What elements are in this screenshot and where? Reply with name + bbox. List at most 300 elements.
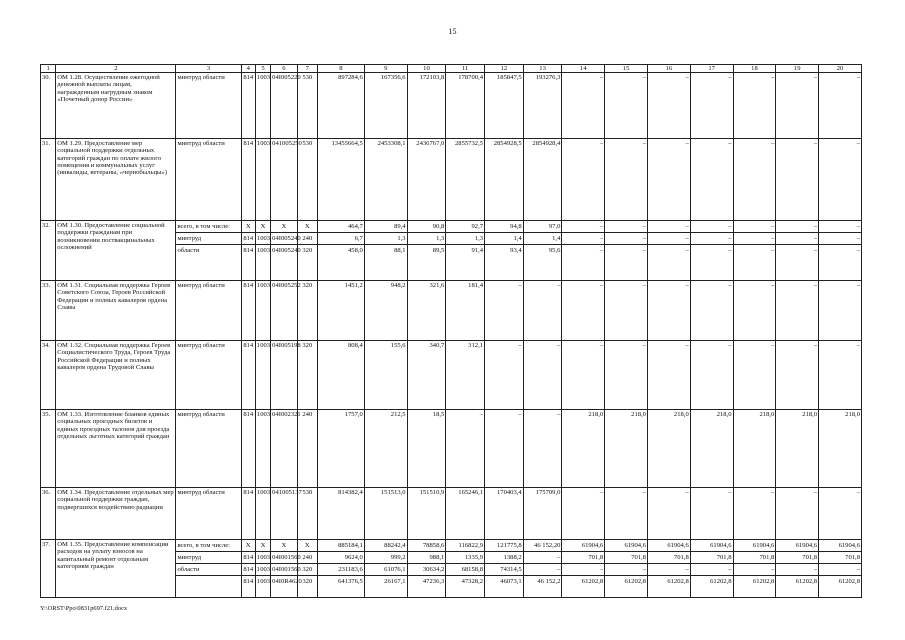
amount-line: 78858,6 — [422, 542, 445, 550]
amount-line: 94,8 — [510, 223, 522, 231]
amount-line: – — [734, 232, 776, 244]
amount-line: 701,8 — [691, 551, 733, 563]
amount-line: – — [776, 232, 818, 244]
amount-cell — [690, 221, 733, 281]
code-rzpr-line: 1003 — [256, 232, 270, 244]
amount-cell: – — [690, 73, 733, 139]
header-cell: 9 — [364, 65, 407, 73]
amount-cell: – — [819, 488, 862, 540]
amount-cell — [733, 540, 776, 598]
amount-line: – — [819, 244, 861, 256]
code-csr: 041005137 — [271, 488, 297, 540]
amount-cell — [690, 540, 733, 598]
amount-cell — [819, 540, 862, 598]
code-vr: 240 — [297, 410, 317, 488]
amount-line: 701,8 — [562, 551, 604, 563]
code-grbs: 814 — [241, 410, 255, 488]
code-rzpr-line: Х — [260, 223, 266, 231]
amount-line: – — [648, 232, 690, 244]
amount-cell — [317, 540, 364, 598]
code-rzpr: 1003 — [255, 488, 270, 540]
amount-line: – — [642, 223, 646, 231]
amount-cell: – — [562, 341, 605, 410]
code-csr: 04І002321 — [271, 410, 297, 488]
amount-line: 701,8 — [776, 551, 818, 563]
amount-cell: – — [647, 341, 690, 410]
amount-cell: – — [733, 139, 776, 221]
amount-line: 61202,8 — [562, 575, 604, 587]
amount-cell: – — [690, 341, 733, 410]
header-cell: 7 — [297, 65, 317, 73]
code-vr-line: 240 — [298, 551, 317, 563]
amount-cell: – — [776, 341, 819, 410]
measure-name: ОМ 1.31. Социальная поддержка Героев Советского Союза, Героев Российской Федерации и полных кавалеров ордена Славы — [56, 281, 176, 341]
amount-cell: 948,2 — [364, 281, 407, 341]
amount-line: 61904,6 — [581, 542, 604, 550]
amount-line: – — [771, 223, 775, 231]
amount-line: – — [605, 232, 647, 244]
amount-cell: 1757,0 — [317, 410, 364, 488]
amount-line: – — [819, 563, 861, 575]
row-number: 36. — [41, 488, 56, 540]
amount-line: 61202,8 — [605, 575, 647, 587]
amount-line: 47328,2 — [446, 575, 484, 587]
header-cell: 11 — [446, 65, 485, 73]
executor-line — [176, 575, 240, 587]
amount-line: – — [856, 223, 860, 231]
amount-cell: – — [605, 73, 648, 139]
table-row — [41, 139, 862, 221]
code-rzpr — [255, 221, 270, 281]
amount-line: – — [605, 244, 647, 256]
amount-cell: – — [733, 488, 776, 540]
code-rzpr: 1003 — [255, 281, 270, 341]
code-grbs: 814 — [241, 281, 255, 341]
amount-line: 1,3 — [365, 232, 407, 244]
amount-line: 61076,1 — [365, 563, 407, 575]
code-grbs-line: 814 — [242, 244, 255, 256]
amount-cell: 2436767,0 — [407, 139, 446, 221]
measure-name: ОМ 1.29. Предоставление мер социальной поддержки отдельных категорий граждан по оплате жилого помещения и коммунальных услуг (инвалиды, ветераны, «чернобыльцы») — [56, 139, 176, 221]
executor-line: области — [176, 244, 240, 256]
amount-cell — [446, 221, 485, 281]
amount-line: 97,0 — [548, 223, 561, 231]
amount-cell: 212,5 — [364, 410, 407, 488]
amount-cell: 1451,2 — [317, 281, 364, 341]
amount-cell — [776, 221, 819, 281]
measure-name: ОМ 1.28. Осуществление ежегодной денежной выплаты лицам, награжденным нагрудным знаком «Почетный донор России» — [56, 73, 176, 139]
table-row — [41, 488, 862, 540]
code-csr-line: 04І005240 — [271, 244, 296, 256]
code-csr-line: 04І001560 — [271, 563, 296, 575]
amount-cell: – — [647, 488, 690, 540]
code-rzpr: 1003 — [255, 341, 270, 410]
amount-cell: 218,0 — [776, 410, 819, 488]
code-rzpr: 1003 — [255, 410, 270, 488]
amount-cell: – — [819, 139, 862, 221]
amount-line: – — [648, 563, 690, 575]
code-vr: 320 — [297, 341, 317, 410]
amount-cell: – — [647, 139, 690, 221]
code-grbs: 814 — [241, 341, 255, 410]
header-cell: 1 — [41, 65, 56, 73]
program-table — [40, 64, 862, 598]
amount-cell: – — [485, 281, 524, 341]
amount-cell: – — [776, 73, 819, 139]
amount-cell: 2854928,4 — [523, 139, 562, 221]
measure-name: ОМ 1.32. Социальная поддержка Героев Социалистического Труда, Героев Труда Российской Федерации и полных кавалеров ордена Трудовой Славы — [56, 341, 176, 410]
executor-line: всего, в том числе: — [177, 542, 230, 550]
table-row — [41, 540, 862, 598]
amount-line: 89,4 — [394, 223, 406, 231]
amount-line: 46 152,2 — [524, 575, 562, 587]
amount-cell: – — [605, 341, 648, 410]
code-rzpr-line: Х — [260, 542, 266, 550]
header-cell: 2 — [56, 65, 176, 73]
amount-cell: – — [776, 139, 819, 221]
amount-line: 9624,0 — [318, 551, 364, 563]
amount-line: 61202,8 — [691, 575, 733, 587]
header-cell: 12 — [485, 65, 524, 73]
code-vr: 530 — [297, 139, 317, 221]
amount-line: 88,1 — [365, 244, 407, 256]
code-grbs: 814 — [241, 73, 255, 139]
amount-cell: 897284,6 — [317, 73, 364, 139]
amount-line: 47236,3 — [408, 575, 446, 587]
amount-line: – — [605, 563, 647, 575]
amount-line: 458,0 — [318, 244, 364, 256]
amount-cell: 172103,8 — [407, 73, 446, 139]
code-rzpr-line: 1003 — [256, 551, 270, 563]
amount-cell — [485, 540, 524, 598]
amount-cell: – — [523, 410, 562, 488]
amount-line: – — [562, 563, 604, 575]
code-grbs-line: Х — [245, 542, 251, 550]
amount-cell: – — [690, 488, 733, 540]
amount-cell — [819, 221, 862, 281]
code-csr: 041005250 — [271, 139, 297, 221]
amount-cell — [407, 540, 446, 598]
amount-cell — [364, 540, 407, 598]
amount-cell — [407, 221, 446, 281]
header-cell: 17 — [690, 65, 733, 73]
amount-cell: 170403,4 — [485, 488, 524, 540]
amount-cell: – — [733, 73, 776, 139]
code-vr-line: Х — [304, 223, 310, 231]
table-row — [41, 221, 862, 281]
amount-cell: 312,1 — [446, 341, 485, 410]
amount-cell — [647, 540, 690, 598]
header-cell: 3 — [176, 65, 241, 73]
amount-cell: 808,4 — [317, 341, 364, 410]
amount-cell: – — [523, 281, 562, 341]
amount-cell: 165246,1 — [446, 488, 485, 540]
amount-line: – — [691, 244, 733, 256]
header-cell: 14 — [562, 65, 605, 73]
page-number: 15 — [448, 27, 457, 36]
amount-line: 61904,6 — [752, 542, 775, 550]
amount-line: – — [524, 563, 562, 575]
code-grbs-line: 814 — [242, 232, 255, 244]
code-vr: 530 — [297, 73, 317, 139]
code-grbs — [241, 540, 255, 598]
amount-line: 74314,5 — [485, 563, 523, 575]
code-grbs-line: 814 — [242, 563, 255, 575]
table-row — [41, 410, 862, 488]
code-vr-line: 320 — [298, 244, 317, 256]
measure-name: ОМ 1.30. Предоставление социальной поддержки гражданам при возникновении поствакцинальных осложнений — [56, 221, 176, 281]
amount-line: – — [648, 244, 690, 256]
amount-cell: 2855732,5 — [446, 139, 485, 221]
amount-cell — [523, 540, 562, 598]
file-path-footer: Y:\ORST\Ppo\0831p697.f21.docx — [40, 605, 128, 612]
amount-line: – — [813, 223, 818, 231]
amount-line: – — [728, 223, 732, 231]
amount-cell: – — [819, 341, 862, 410]
code-vr-line: 240 — [298, 232, 317, 244]
code-csr-line: 04І001560 — [271, 551, 296, 563]
amount-line: 701,8 — [819, 551, 861, 563]
amount-cell — [446, 540, 485, 598]
amount-line: 1,3 — [408, 232, 446, 244]
amount-cell: – — [647, 281, 690, 341]
amount-cell: – — [776, 488, 819, 540]
amount-cell: 218,0 — [819, 410, 862, 488]
executor: минтруд области — [176, 73, 241, 139]
amount-line: 701,8 — [605, 551, 647, 563]
amount-line: 93,4 — [485, 244, 523, 256]
code-grbs: 814 — [241, 488, 255, 540]
amount-line: – — [599, 223, 604, 231]
amount-line: – — [734, 563, 776, 575]
header-cell: 19 — [776, 65, 819, 73]
amount-cell: 218,0 — [733, 410, 776, 488]
amount-cell: 181,4 — [446, 281, 485, 341]
amount-line: 999,2 — [365, 551, 407, 563]
amount-line: 88242,4 — [384, 542, 406, 550]
amount-cell — [605, 221, 648, 281]
executor: минтруд области — [176, 341, 241, 410]
amount-cell: – — [485, 341, 524, 410]
amount-line: 641376,5 — [318, 575, 364, 587]
amount-line: 231183,6 — [318, 563, 364, 575]
amount-line: 46 152,20 — [534, 542, 561, 550]
amount-line: 1,4 — [485, 232, 523, 244]
amount-line: 61904,6 — [624, 542, 646, 550]
code-rzpr: 1003 — [255, 139, 270, 221]
amount-cell: – — [562, 281, 605, 341]
amount-line: 68158,8 — [446, 563, 484, 575]
amount-line: 26167,1 — [365, 575, 407, 587]
amount-cell: 151513,0 — [364, 488, 407, 540]
amount-cell — [523, 221, 562, 281]
amount-cell: – — [690, 139, 733, 221]
amount-line: 1335,9 — [446, 551, 484, 563]
amount-line: 701,8 — [648, 551, 690, 563]
code-grbs-line: 814 — [242, 575, 255, 587]
amount-line: – — [562, 232, 604, 244]
amount-cell: 175709,0 — [523, 488, 562, 540]
amount-cell — [647, 221, 690, 281]
amount-cell: – — [733, 341, 776, 410]
amount-line: 61202,8 — [819, 575, 861, 587]
amount-cell: 193276,3 — [523, 73, 562, 139]
amount-line: 61202,8 — [648, 575, 690, 587]
amount-cell: 155,6 — [364, 341, 407, 410]
amount-cell: – — [819, 73, 862, 139]
amount-cell: 185847,5 — [485, 73, 524, 139]
amount-cell: 18,5 — [407, 410, 446, 488]
amount-line: 61904,6 — [838, 542, 860, 550]
amount-line: – — [691, 563, 733, 575]
amount-line: 116822,9 — [458, 542, 484, 550]
row-number: 35. — [41, 410, 56, 488]
amount-line: 61202,8 — [776, 575, 818, 587]
table-row — [41, 341, 862, 410]
code-vr: 530 — [297, 488, 317, 540]
code-csr: 04І005198 — [271, 341, 297, 410]
row-number: 37. — [41, 540, 56, 598]
code-csr — [271, 221, 301, 281]
code-rzpr-line: 1003 — [256, 575, 270, 587]
amount-cell — [605, 540, 648, 598]
executor-line: минтруд — [176, 232, 240, 244]
amount-line: – — [691, 232, 733, 244]
table-row — [41, 281, 862, 341]
amount-cell — [776, 540, 819, 598]
amount-line: 6,7 — [318, 232, 364, 244]
executor-line: минтруд — [176, 551, 240, 563]
executor-line: всего, в том числе: — [177, 223, 230, 231]
code-rzpr: 1003 — [255, 73, 270, 139]
executor — [176, 540, 241, 598]
code-csr-line: Х — [281, 542, 287, 550]
amount-line: 61904,6 — [710, 542, 732, 550]
executor — [176, 221, 241, 281]
executor: минтруд области — [176, 281, 241, 341]
amount-cell: – — [733, 281, 776, 341]
measure-name: ОМ 1.33. Изготовление бланков единых социальных проездных билетов и единых проездных талонов для проезда отдельных льготных категорий граждан — [56, 410, 176, 488]
amount-line: 61904,6 — [667, 542, 689, 550]
amount-line: – — [776, 244, 818, 256]
amount-cell: 218,0 — [690, 410, 733, 488]
amount-cell — [364, 221, 407, 281]
amount-cell: – — [690, 281, 733, 341]
code-vr-line: 320 — [298, 563, 317, 575]
amount-cell — [317, 221, 364, 281]
amount-cell: – — [562, 73, 605, 139]
amount-cell: 167356,6 — [364, 73, 407, 139]
row-number: 34. — [41, 341, 56, 410]
amount-cell: – — [647, 73, 690, 139]
measure-name: ОМ 1.34. Предоставление отдельных мер социальной поддержки граждан, подвергшихся воздействию радиации — [56, 488, 176, 540]
executor: минтруд области — [176, 410, 241, 488]
amount-cell: – — [605, 281, 648, 341]
code-vr-line: Х — [304, 542, 310, 550]
header-cell: 5 — [255, 65, 270, 73]
row-number: 30. — [41, 73, 56, 139]
amount-line: 61904,6 — [795, 542, 818, 550]
amount-cell: – — [562, 488, 605, 540]
amount-cell: 151510,9 — [407, 488, 446, 540]
code-grbs-line: 814 — [242, 551, 255, 563]
header-row — [41, 65, 862, 73]
measure-name: ОМ 1.35. Предоставление компенсации расходов на уплату взносов на капитальный ремонт отдельным категориям граждан — [56, 540, 176, 598]
header-cell: 15 — [605, 65, 648, 73]
amount-line: 988,1 — [408, 551, 446, 563]
amount-cell: – — [485, 410, 524, 488]
amount-line: 885184,1 — [338, 542, 363, 550]
header-cell: 18 — [733, 65, 776, 73]
amount-cell: 340,7 — [407, 341, 446, 410]
amount-cell: 13455664,5 — [317, 139, 364, 221]
header-cell: 20 — [819, 65, 862, 73]
amount-line: – — [524, 551, 562, 563]
header-cell: 8 — [317, 65, 364, 73]
code-csr: 04І005252 — [271, 281, 297, 341]
amount-cell — [485, 221, 524, 281]
amount-cell: 2854928,5 — [485, 139, 524, 221]
amount-line: 1,3 — [446, 232, 484, 244]
amount-cell: – — [605, 488, 648, 540]
amount-line: 46073,1 — [485, 575, 523, 587]
header-cell: 6 — [271, 65, 297, 73]
amount-line: – — [685, 223, 689, 231]
amount-cell: – — [605, 139, 648, 221]
amount-line: 92,7 — [471, 223, 484, 231]
table-row — [41, 73, 862, 139]
amount-line: 121775,8 — [496, 542, 522, 550]
code-rzpr-line: 1003 — [256, 244, 270, 256]
executor: минтруд области — [176, 139, 241, 221]
code-rzpr — [255, 540, 270, 598]
row-number: 33. — [41, 281, 56, 341]
amount-line: – — [734, 244, 776, 256]
code-vr-line: 320 — [298, 575, 317, 587]
amount-cell — [562, 221, 605, 281]
code-rzpr-line: 1003 — [256, 563, 270, 575]
amount-cell: 321,6 — [407, 281, 446, 341]
header-cell: 16 — [647, 65, 690, 73]
amount-cell: – — [776, 281, 819, 341]
amount-line: 95,6 — [524, 244, 562, 256]
amount-cell: 218,0 — [605, 410, 648, 488]
amount-line: 1,4 — [524, 232, 562, 244]
amount-cell: 178700,4 — [446, 73, 485, 139]
code-grbs: 814 — [241, 139, 255, 221]
row-number: 31. — [41, 139, 56, 221]
amount-line: 91,4 — [446, 244, 484, 256]
amount-cell: – — [562, 139, 605, 221]
code-csr: 04І005220 — [271, 73, 297, 139]
code-csr — [271, 540, 302, 598]
amount-cell: – — [523, 341, 562, 410]
header-cell: 4 — [241, 65, 255, 73]
code-grbs-line: Х — [245, 223, 251, 231]
header-cell: 10 — [407, 65, 446, 73]
amount-line: 1388,2 — [485, 551, 523, 563]
amount-cell — [733, 221, 776, 281]
executor: минтруд области — [176, 488, 241, 540]
code-csr-line: 04І0R4620 — [271, 575, 296, 587]
code-grbs — [241, 221, 255, 281]
amount-line: – — [819, 232, 861, 244]
amount-line: 701,8 — [734, 551, 776, 563]
amount-line: 89,5 — [408, 244, 446, 256]
amount-cell — [562, 540, 605, 598]
amount-cell: 814382,4 — [317, 488, 364, 540]
amount-line: 90,8 — [432, 223, 445, 231]
